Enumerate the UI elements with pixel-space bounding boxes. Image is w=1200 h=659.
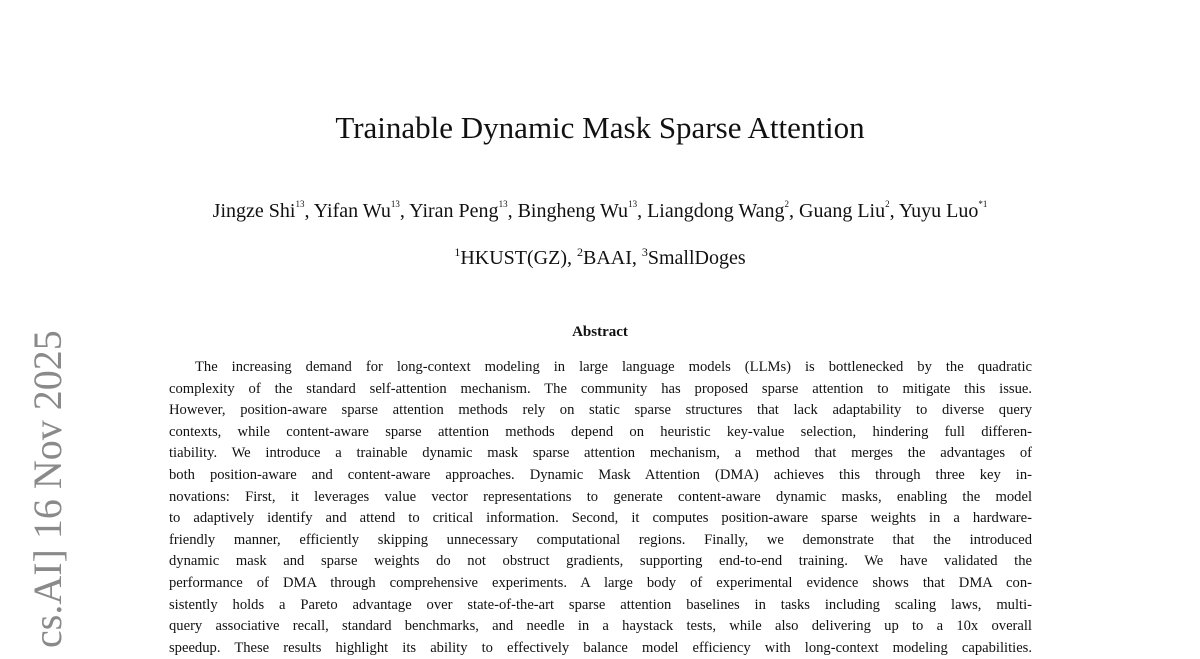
affiliation-list: $^1$HKUST(GZ), $^2$BAAI, $^3$SmallDoges xyxy=(454,245,746,269)
abstract-line: novations: First, it leverages value vector representations to generate content-aware dynamic masks, enabling the model xyxy=(169,488,1032,505)
author-name: Yuyu Luo xyxy=(898,200,979,222)
author-name: Yifan Wu xyxy=(313,200,391,222)
affiliation-marker: 3 xyxy=(641,245,648,259)
author-affiliation-marker: 13 xyxy=(628,199,638,209)
abstract-line: complexity of the standard self-attention mechanism. The community has proposed sparse attention to mitigate this issue. xyxy=(169,380,1032,397)
author-affiliation-marker: 13 xyxy=(390,199,400,209)
abstract-line: tiability. We introduce a trainable dynamic mask sparse attention mechanism, a method that merges the advantages of xyxy=(169,445,1032,462)
abstract-line: The increasing demand for long-context modeling in large language models (LLMs) is bottlenecked by the quadratic xyxy=(195,359,1032,375)
author-name: Guang Liu xyxy=(799,200,886,222)
abstract-line: both position-aware and content-aware approaches. Dynamic Mask Attention (DMA) achieves this through three key in- xyxy=(169,466,1032,483)
abstract-line: performance of DMA through comprehensive experiments. A large body of experimental evidence shows that DMA con- xyxy=(169,574,1032,591)
abstract-line: However, position-aware sparse attention methods rely on static sparse structures that lack adaptability to diverse query xyxy=(169,402,1032,419)
abstract-body xyxy=(169,357,1032,659)
author-name: Yiran Peng xyxy=(409,200,499,222)
arxiv-sidebar-stamp: cs.AI] 16 Nov 2025 xyxy=(25,330,70,648)
affiliation-name: SmallDoges xyxy=(647,247,746,269)
abstract-line: dynamic mask and sparse weights do not obstruct gradients, supporting end-to-end training. We have validated the xyxy=(169,553,1032,570)
author-affiliation-marker: 2 xyxy=(784,199,790,209)
author-affiliation-marker: 2 xyxy=(885,199,890,209)
paper-title: Trainable Dynamic Mask Sparse Attention xyxy=(335,110,865,145)
abstract-line: sistently holds a Pareto advantage over state-of-the-art sparse attention baselines in tasks including scaling laws, multi- xyxy=(169,596,1032,613)
author-affiliation-marker: 13 xyxy=(295,199,305,209)
author-affiliation-marker: 13 xyxy=(498,199,508,209)
author-name: Liangdong Wang xyxy=(647,200,785,222)
affiliation-name: HKUST(GZ) xyxy=(460,247,567,269)
author-name: Bingheng Wu xyxy=(517,200,629,222)
affiliation-name: BAAI xyxy=(582,247,632,269)
abstract-line: query associative recall, standard benchmarks, and needle in a haystack tests, while also delivering up to a 10x overall xyxy=(169,618,1032,635)
abstract-line: friendly manner, efficiently skipping unnecessary computational regions. Finally, we demonstrate that the introduced xyxy=(169,531,1032,548)
abstract-line: speedup. These results highlight its ability to effectively balance model efficiency with long-context modeling capabilities. xyxy=(169,639,1032,656)
abstract-line: to adaptively identify and attend to critical information. Second, it computes position-aware sparse weights in a hardware- xyxy=(169,510,1032,527)
abstract-heading: Abstract xyxy=(572,324,628,340)
author-list: Jingze Shi$^{13}$, Yifan Wu$^{13}$, Yiran Peng$^{13}$, Bingheng Wu$^{13}$, Liangdong Wang$^2$, Guang Liu$^2$, Yuyu Luo$^{*1}$ xyxy=(212,199,988,222)
abstract-line: contexts, while content-aware sparse attention methods depend on heuristic key-value selection, hindering full differen- xyxy=(169,423,1032,440)
author-name: Jingze Shi xyxy=(212,200,296,222)
affiliation-marker: 1 xyxy=(454,245,461,259)
affiliation-marker: 2 xyxy=(576,245,583,259)
author-affiliation-marker: *1 xyxy=(978,199,988,209)
